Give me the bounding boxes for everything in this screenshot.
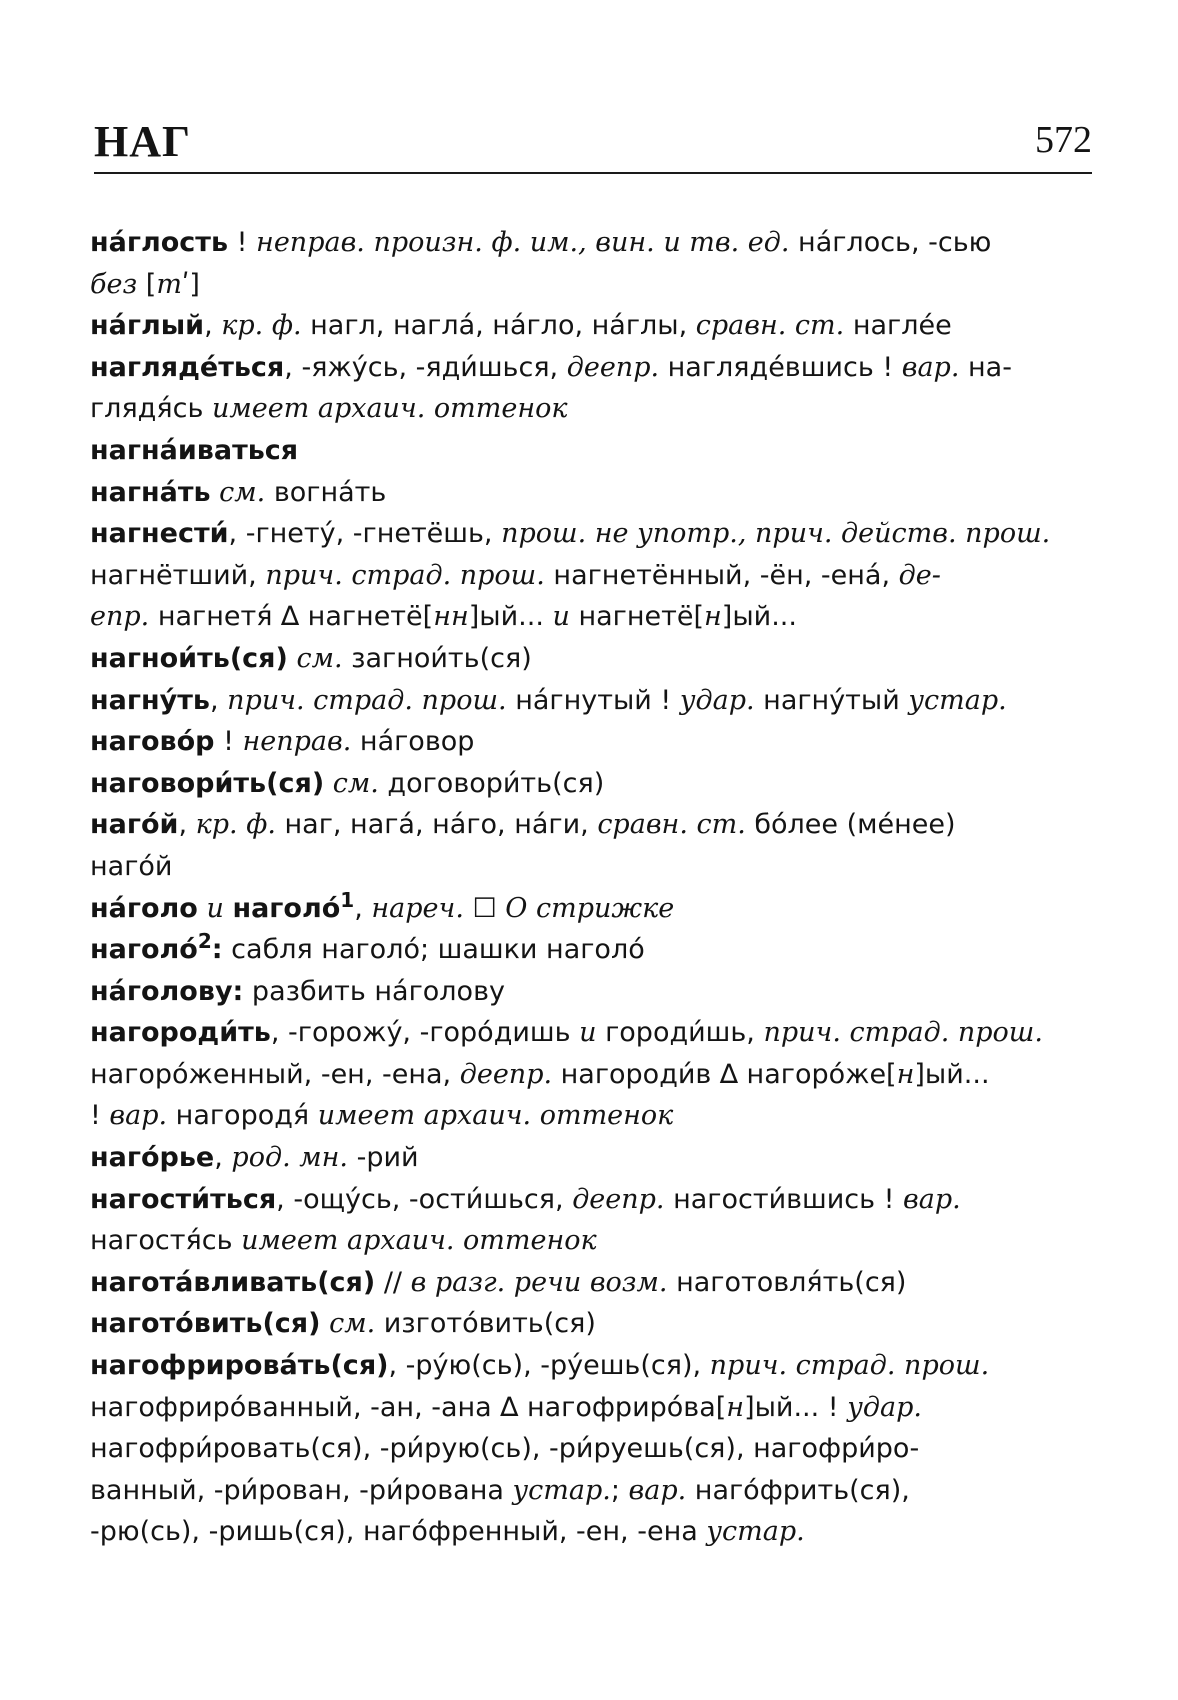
dictionary-entry <box>90 472 1092 514</box>
entry-line: на́голо и нагoлó$^1$, нареч. ☐ О стрижке <box>90 887 675 924</box>
entry-line: нагляде́ться, -яжу́сь, -яди́шься, деепр. нагляде́вшись ! вар. на- <box>90 351 1012 383</box>
entry-list <box>90 222 1092 1553</box>
entry-line: нагну́ть, прич. страд. прош. на́гнутый ! удар. нагну́тый устар. <box>90 684 1007 716</box>
dictionary-entry <box>90 1303 1092 1345</box>
entry-line: нагна́иваться <box>90 434 299 466</box>
dictionary-entry <box>90 804 1092 887</box>
dictionary-entry <box>90 929 1092 971</box>
entry-line: нагости́ться, -ощу́сь, -ости́шься, деепр. нагости́вшись ! вар. <box>90 1183 961 1215</box>
entry-line: на́глость ! неправ. произн. ф. им., вин. и тв. ед. на́глось, -сью <box>90 227 992 258</box>
entry-line: нагoлó$^2$: сабля нагoлó; шашки нагoлó <box>90 929 645 966</box>
entry-line: глядя́сь имеет архаич. оттенок <box>90 393 568 425</box>
dictionary-entry <box>90 222 1092 305</box>
entry-line: наговóр ! неправ. на́говор <box>90 726 475 758</box>
entry-line: нагнётший, прич. страд. прош. нагнетённый, -ён, -ена́, де- <box>90 559 941 591</box>
page-header <box>94 110 1092 174</box>
running-head-word: НАГ <box>94 117 191 166</box>
dictionary-entry <box>90 513 1092 638</box>
dictionary-entry <box>90 638 1092 680</box>
page-number: 572 <box>1035 119 1092 161</box>
entry-line: нагóрье, род. мн. -рий <box>90 1142 419 1174</box>
dictionary-entry <box>90 763 1092 805</box>
entry-line: нагофрирóванный, -ан, -ана ∆ нагофрирóва[н]ый... ! удар. <box>90 1391 922 1423</box>
entry-line: нагнести́, -гнету́, -гнетёшь, прош. не употр., прич. действ. прош. <box>90 518 1051 550</box>
entry-line: нагофри́ровать(ся), -ри́рую(сь), -ри́руешь(ся), нагофри́ро- <box>90 1433 920 1465</box>
dictionary-entry <box>90 721 1092 763</box>
dictionary-entry <box>90 305 1092 347</box>
entry-line: нагостя́сь имеет архаич. оттенок <box>90 1225 597 1257</box>
entry-line: на́голову: разбить на́голову <box>90 975 505 1007</box>
dictionary-entry <box>90 680 1092 722</box>
entry-line: без [тʹ] <box>90 268 200 300</box>
dictionary-entry <box>90 1012 1092 1137</box>
dictionary-entry <box>90 347 1092 430</box>
entry-line: ! вар. нагородя́ имеет архаич. оттенок <box>90 1100 674 1132</box>
dictionary-entry <box>90 430 1092 472</box>
dictionary-entry <box>90 1137 1092 1179</box>
entry-line: нагорóженный, -ен, -ена, деепр. нагороди́в ∆ нагорóже[н]ый... <box>90 1058 990 1090</box>
entry-line: -рю(сь), -ришь(ся), нагóфренный, -ен, -ена устар. <box>90 1516 805 1548</box>
entry-line: нагнои́ть(ся) см. загнои́ть(ся) <box>90 642 532 674</box>
entry-line: нагóй, кр. ф. наг, нага́, на́го, на́ги, сравн. ст. бóлее (мéнее) <box>90 809 956 841</box>
dictionary-entry <box>90 1262 1092 1304</box>
entry-line: ванный, -ри́рован, -ри́рована устар.; вар. нагóфрить(ся), <box>90 1474 910 1506</box>
entry-line: нагороди́ть, -горожу́, -горóдишь и городи́шь, прич. страд. прош. <box>90 1017 1043 1049</box>
entry-line: наготóвить(ся) см. изготóвить(ся) <box>90 1308 596 1340</box>
entry-line: епр. нагнетя́ ∆ нагнетё[нн]ый... и нагнетё[н]ый... <box>90 601 797 633</box>
entry-line: нагóй <box>90 850 173 882</box>
entry-line: наговори́ть(ся) см. договори́ть(ся) <box>90 767 605 799</box>
entry-line: на́глый, кр. ф. нагл, нагла́, на́гло, на́глы, сравн. ст. наглée <box>90 310 952 342</box>
entry-line: нагна́ть см. вогна́ть <box>90 476 387 508</box>
dictionary-entry <box>90 1179 1092 1262</box>
dictionary-entry <box>90 971 1092 1013</box>
entry-line: нагота́вливать(ся) // в разг. речи возм. наготовля́ть(ся) <box>90 1266 907 1298</box>
dictionary-entry <box>90 888 1092 930</box>
entry-line: нагофрирова́ть(ся), -ру́ю(сь), -ру́ешь(ся), прич. страд. прош. <box>90 1350 990 1382</box>
dictionary-entry <box>90 1345 1092 1553</box>
